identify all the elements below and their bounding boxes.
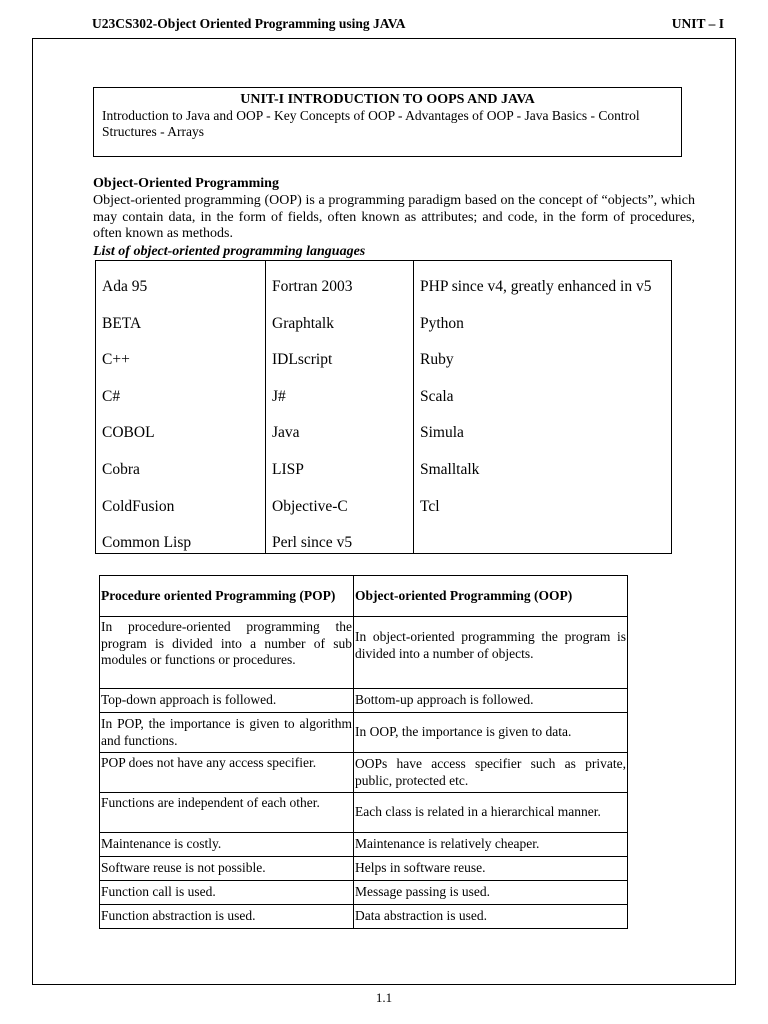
oop-cell: OOPs have access specifier such as private, public, protected etc. <box>354 753 628 793</box>
course-header: U23CS302-Object Oriented Programming using JAVA <box>92 16 406 31</box>
languages-column-2 <box>265 261 413 553</box>
language-item: C# <box>102 387 121 405</box>
language-item: J# <box>272 387 286 405</box>
language-item: Python <box>420 314 464 332</box>
language-item: Ada 95 <box>102 278 148 295</box>
oop-cell: Helps in software reuse. <box>354 857 628 881</box>
table-row <box>100 689 628 713</box>
pop-cell: Top-down approach is followed. <box>100 689 354 713</box>
oop-cell: Maintenance is relatively cheaper. <box>354 833 628 857</box>
language-item: Java <box>272 424 300 442</box>
language-item: Cobra <box>102 460 140 478</box>
language-item: Scala <box>420 387 454 405</box>
pop-cell: Functions are independent of each other. <box>100 793 354 833</box>
pop-cell: In procedure-oriented programming the program is divided into a number of sub modules or functions or procedures. <box>100 617 354 689</box>
pop-cell: Maintenance is costly. <box>100 833 354 857</box>
languages-list-title: List of object-oriented programming languages <box>93 244 366 259</box>
languages-table <box>95 260 672 554</box>
oop-cell: Each class is related in a hierarchical manner. <box>354 793 628 833</box>
language-item: Fortran 2003 <box>272 278 353 295</box>
table-header-row <box>100 576 628 617</box>
language-item: COBOL <box>102 424 155 442</box>
pop-column-header: Procedure oriented Programming (POP) <box>100 576 354 617</box>
unit-header: UNIT – I <box>671 16 724 31</box>
table-row <box>100 881 628 905</box>
language-item: Tcl <box>420 497 440 515</box>
language-item: Common Lisp <box>102 534 192 552</box>
table-row <box>100 617 628 689</box>
pop-vs-oop-table <box>99 575 628 929</box>
language-item: Smalltalk <box>420 460 480 478</box>
page-number: 1.1 <box>375 990 393 1005</box>
language-item: C++ <box>102 351 130 369</box>
oop-cell: Data abstraction is used. <box>354 905 628 929</box>
table-row <box>100 793 628 833</box>
language-item: BETA <box>102 314 142 332</box>
pop-cell: Function call is used. <box>100 881 354 905</box>
language-item: Ruby <box>420 351 454 369</box>
pop-cell: Function abstraction is used. <box>100 905 354 929</box>
language-item: Simula <box>420 424 464 442</box>
language-item: Objective-C <box>272 497 348 515</box>
oop-column-header: Object-oriented Programming (OOP) <box>354 576 628 617</box>
oop-cell: Bottom-up approach is followed. <box>354 689 628 713</box>
language-item: PHP since v4, greatly enhanced in v5 <box>420 278 652 295</box>
language-item: IDLscript <box>272 351 333 369</box>
table-row <box>100 753 628 793</box>
table-row <box>100 833 628 857</box>
unit-topics: Introduction to Java and OOP - Key Concepts of OOP - Advantages of OOP - Java Basics - Control Structures - Arrays <box>102 108 640 139</box>
oop-cell: In OOP, the importance is given to data. <box>354 713 628 753</box>
table-row <box>100 905 628 929</box>
table-row <box>100 857 628 881</box>
pop-cell: POP does not have any access specifier. <box>100 753 354 793</box>
pop-cell: Software reuse is not possible. <box>100 857 354 881</box>
languages-column-3 <box>413 261 671 553</box>
language-item: Perl since v5 <box>272 534 353 552</box>
pop-cell: In POP, the importance is given to algorithm and functions. <box>100 713 354 753</box>
languages-column-1 <box>96 261 265 553</box>
language-item: LISP <box>272 460 304 478</box>
table-row <box>100 713 628 753</box>
oop-cell: Message passing is used. <box>354 881 628 905</box>
unit-title: UNIT-I INTRODUCTION TO OOPS AND JAVA <box>240 92 535 107</box>
language-item: Graphtalk <box>272 314 334 332</box>
unit-summary-box <box>93 87 682 157</box>
oop-cell: In object-oriented programming the program is divided into a number of objects. <box>354 617 628 689</box>
language-item: ColdFusion <box>102 497 175 515</box>
section-paragraph: Object-oriented programming (OOP) is a programming paradigm based on the concept of “objects”, which may contain data, in the form of fields, often known as attributes; and code, in the form of procedures, often known as methods. <box>93 193 695 241</box>
section-title: Object-Oriented Programming <box>93 176 279 191</box>
